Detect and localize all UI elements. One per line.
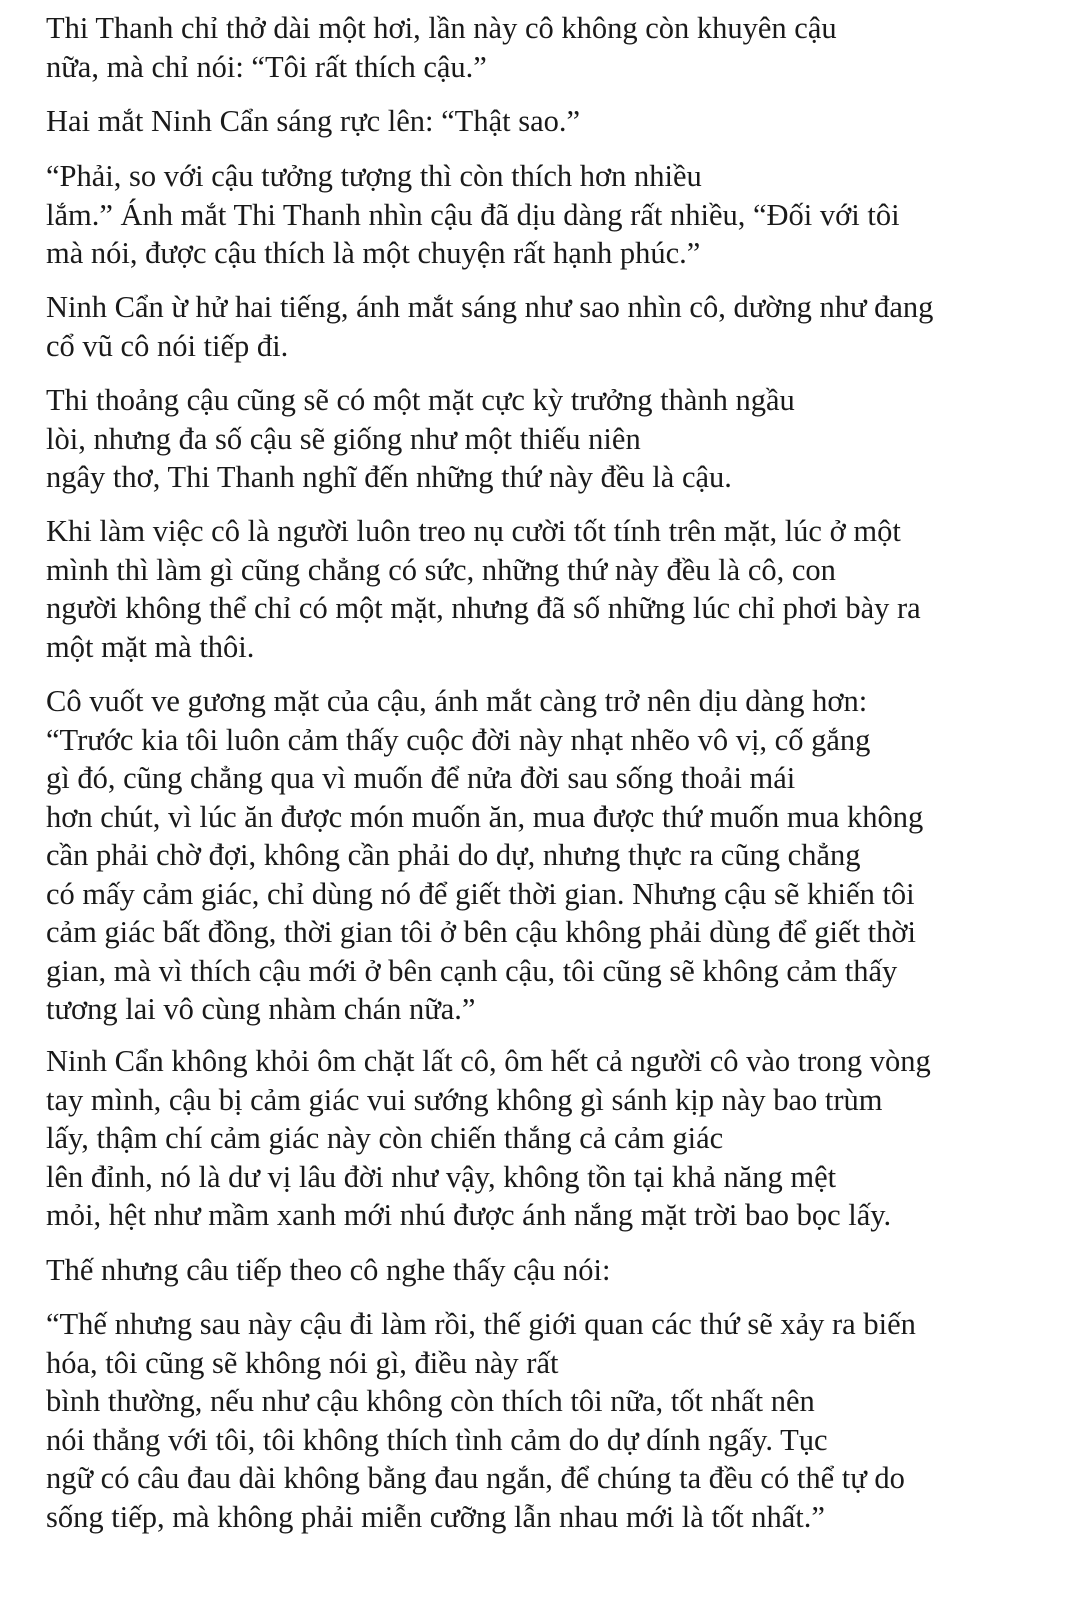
paragraph-4 (46, 288, 933, 365)
text-line: lòi, nhưng đa số cậu sẽ giống như một thiếu niên (46, 421, 641, 456)
text-line: tay mình, cậu bị cảm giác vui sướng không gì sánh kịp này bao trùm (46, 1082, 883, 1117)
text-line: Thế nhưng câu tiếp theo cô nghe thấy cậu nói: (46, 1253, 611, 1287)
text-line: Hai mắt Ninh Cẩn sáng rực lên: “Thật sao.” (46, 104, 581, 138)
text-line: hơn chút, vì lúc ăn được món muốn ăn, mua được thứ muốn mua không (46, 799, 924, 834)
text-line: gì đó, cũng chẳng qua vì muốn để nửa đời sau sống thoải mái (46, 761, 796, 795)
text-line: Thi thoảng cậu cũng sẽ có một mặt cực kỳ trưởng thành ngầu (46, 383, 795, 417)
text-line: Khi làm việc cô là người luôn treo nụ cười tốt tính trên mặt, lúc ở một (46, 514, 901, 548)
paragraph-7 (46, 682, 923, 1029)
text-line: cảm giác bất đồng, thời gian tôi ở bên cậu không phải dùng để giết thời (46, 915, 916, 949)
text-line: mà nói, được cậu thích là một chuyện rất hạnh phúc.” (46, 236, 701, 270)
text-line: một mặt mà thôi. (46, 629, 255, 664)
text-line: mình thì làm gì cũng chẳng có sức, những thứ này đều là cô, con (46, 552, 836, 587)
paragraph-5 (46, 381, 795, 497)
text-line: tương lai vô cùng nhàm chán nữa.” (46, 992, 476, 1026)
text-line: “Trước kia tôi luôn cảm thấy cuộc đời này nhạt nhẽo vô vị, cố gắng (46, 722, 871, 757)
paragraph-6 (46, 512, 921, 666)
paragraph-1 (46, 9, 837, 86)
paragraph-3 (46, 157, 900, 273)
text-line: mỏi, hệt như mầm xanh mới nhú được ánh nắng mặt trời bao bọc lấy. (46, 1198, 892, 1232)
text-line: có mấy cảm giác, chỉ dùng nó để giết thời gian. Nhưng cậu sẽ khiến tôi (46, 876, 915, 911)
text-line: Ninh Cẩn không khỏi ôm chặt lất cô, ôm hết cả người cô vào trong vòng (46, 1044, 931, 1078)
text-line: cần phải chờ đợi, không cần phải do dự, nhưng thực ra cũng chẳng (46, 838, 861, 872)
text-line: ngây thơ, Thi Thanh nghĩ đến những thứ này đều là cậu. (46, 460, 732, 494)
text-line: cổ vũ cô nói tiếp đi. (46, 328, 289, 363)
paragraph-2 (46, 102, 580, 141)
text-line: lên đỉnh, nó là dư vị lâu đời như vậy, không tồn tại khả năng mệt (46, 1159, 837, 1194)
text-line: ngữ có câu đau dài không bằng đau ngắn, để chúng ta đều có thể tự do (46, 1461, 905, 1495)
paragraph-10 (46, 1305, 916, 1536)
text-line: nói thẳng với tôi, tôi không thích tình cảm do dự dính ngấy. Tục (46, 1422, 828, 1457)
text-line: “Thế nhưng sau này cậu đi làm rồi, thế giới quan các thứ sẽ xảy ra biến (46, 1307, 916, 1341)
text-line: Ninh Cẩn ừ hử hai tiếng, ánh mắt sáng như sao nhìn cô, dường như đang (46, 290, 934, 324)
text-line: lắm.” Ánh mắt Thi Thanh nhìn cậu đã dịu dàng rất nhiều, “Đối với tôi (46, 197, 900, 232)
text-line: lấy, thậm chí cảm giác này còn chiến thắng cả cảm giác (46, 1121, 724, 1155)
text-line: “Phải, so với cậu tưởng tượng thì còn thích hơn nhiều (46, 159, 702, 193)
text-line: bình thường, nếu như cậu không còn thích tôi nữa, tốt nhất nên (46, 1384, 815, 1418)
text-line: Thi Thanh chỉ thở dài một hơi, lần này cô không còn khuyên cậu (46, 11, 837, 45)
text-line: Cô vuốt ve gương mặt của cậu, ánh mắt càng trở nên dịu dàng hơn: (46, 684, 868, 718)
paragraph-9 (46, 1251, 611, 1290)
paragraph-8 (46, 1042, 931, 1235)
text-line: nữa, mà chỉ nói: “Tôi rất thích cậu.” (46, 49, 487, 84)
text-line: người không thể chỉ có một mặt, nhưng đã số những lúc chỉ phơi bày ra (46, 591, 921, 625)
text-line: hóa, tôi cũng sẽ không nói gì, điều này rất (46, 1345, 559, 1380)
text-line: sống tiếp, mà không phải miễn cưỡng lẫn nhau mới là tốt nhất.” (46, 1499, 825, 1534)
text-line: gian, mà vì thích cậu mới ở bên cạnh cậu, tôi cũng sẽ không cảm thấy (46, 953, 898, 988)
